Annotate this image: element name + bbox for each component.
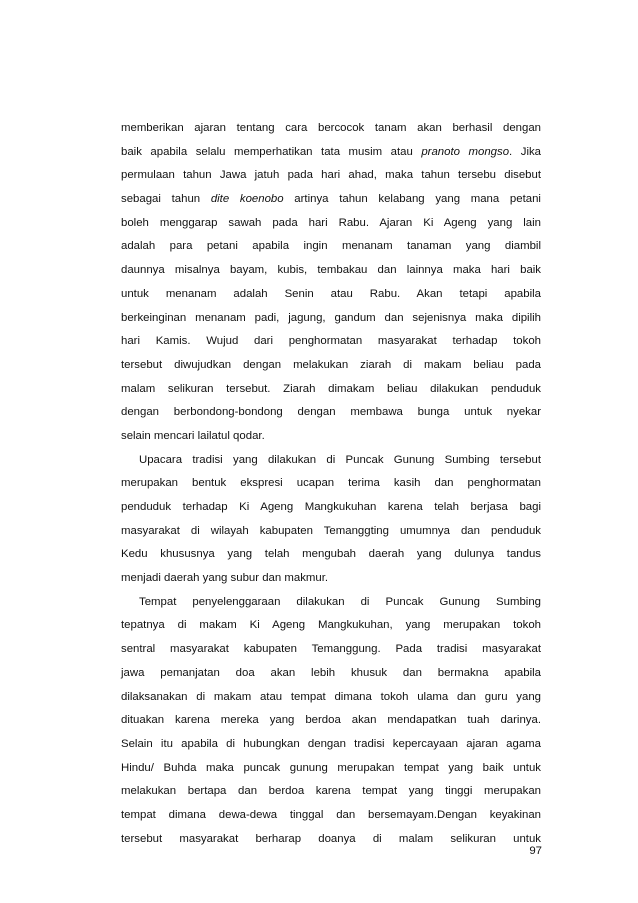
text-line: tersebut diwujudkan dengan melakukan ziarah di makam beliau pada	[121, 358, 541, 371]
text-line: untuk menanam adalah Senin atau Rabu. Akan tetapi apabila	[121, 287, 541, 300]
page-number: 97	[529, 845, 542, 857]
text-line: daunnya misalnya bayam, kubis, tembakau dan lainnya maka hari baik	[121, 264, 541, 277]
text-line: masyarakat di wilayah kabupaten Temanggting umumnya dan penduduk	[121, 524, 541, 537]
text-line: jawa pemanjatan doa akan lebih khusuk dan bermakna apabila	[121, 666, 541, 679]
text-line: malam selikuran tersebut. Ziarah dimakam beliau dilakukan penduduk	[121, 382, 541, 395]
text-line: Hindu/ Buhda maka puncak gunung merupakan tempat yang baik untuk	[121, 761, 541, 774]
text-line: penduduk terhadap Ki Ageng Mangkukuhan karena telah berjasa bagi	[121, 501, 541, 513]
text-line: tempat dimana dewa-dewa tinggal dan bersemayam.Dengan keyakinan	[121, 808, 541, 821]
text-line: sentral masyarakat kabupaten Temanggung. Pada tradisi masyarakat	[121, 643, 541, 656]
text-line: dilaksanakan di makam atau tempat dimana tokoh ulama dan guru yang	[121, 690, 541, 703]
text-line: tepatnya di makam Ki Ageng Mangkukuhan, yang merupakan tokoh	[121, 619, 541, 632]
text-line: selain mencari lailatul qodar.	[121, 429, 265, 442]
text-line: melakukan bertapa dan berdoa karena tempat yang tinggi merupakan	[121, 785, 541, 798]
text-line: tersebut masyarakat berharap doanya di malam selikuran untuk	[121, 832, 541, 845]
text-line: baik apabila selalu memperhatikan tata musim atau pranoto mongso. Jika	[121, 145, 542, 158]
text-line: menjadi daerah yang subur dan makmur.	[121, 572, 329, 585]
text-line: boleh menggarap sawah pada hari Rabu. Ajaran Ki Ageng yang lain	[121, 216, 541, 229]
italic-term: dite koenobo	[210, 193, 284, 206]
text-line: dituakan karena mereka yang berdoa akan mendapatkan tuah darinya.	[121, 714, 541, 727]
text-line: merupakan bentuk ekspresi ucapan terima kasih dan penghormatan	[121, 477, 541, 490]
text-line: sebagai tahun dite koenobo artinya tahun kelabang yang mana petani	[121, 193, 541, 206]
text-line: permulaan tahun Jawa jatuh pada hari ahad, maka tahun tersebu disebut	[121, 169, 541, 182]
body-text	[121, 117, 541, 851]
text-line: Selain itu apabila di hubungkan dengan tradisi kepercayaan ajaran agama	[121, 737, 541, 750]
text-line: berkeinginan menanam padi, jagung, gandum dan sejenisnya maka dipilih	[121, 311, 541, 324]
italic-term: pranoto mongso	[421, 145, 510, 158]
text-line: dengan berbondong-bondong dengan membawa bunga untuk nyekar	[121, 406, 541, 419]
text-line: Tempat penyelenggaraan dilakukan di Puncak Gunung Sumbing	[139, 595, 541, 608]
text-line: adalah para petani apabila ingin menanam tanaman yang diambil	[121, 240, 541, 253]
text-line: Upacara tradisi yang dilakukan di Puncak Gunung Sumbing tersebut	[139, 453, 541, 466]
text-line: hari Kamis. Wujud dari penghormatan masyarakat terhadap tokoh	[121, 335, 541, 348]
text-line: memberikan ajaran tentang cara bercocok tanam akan berhasil dengan	[121, 122, 541, 134]
text-line: Kedu khususnya yang telah mengubah daerah yang dulunya tandus	[121, 548, 541, 561]
